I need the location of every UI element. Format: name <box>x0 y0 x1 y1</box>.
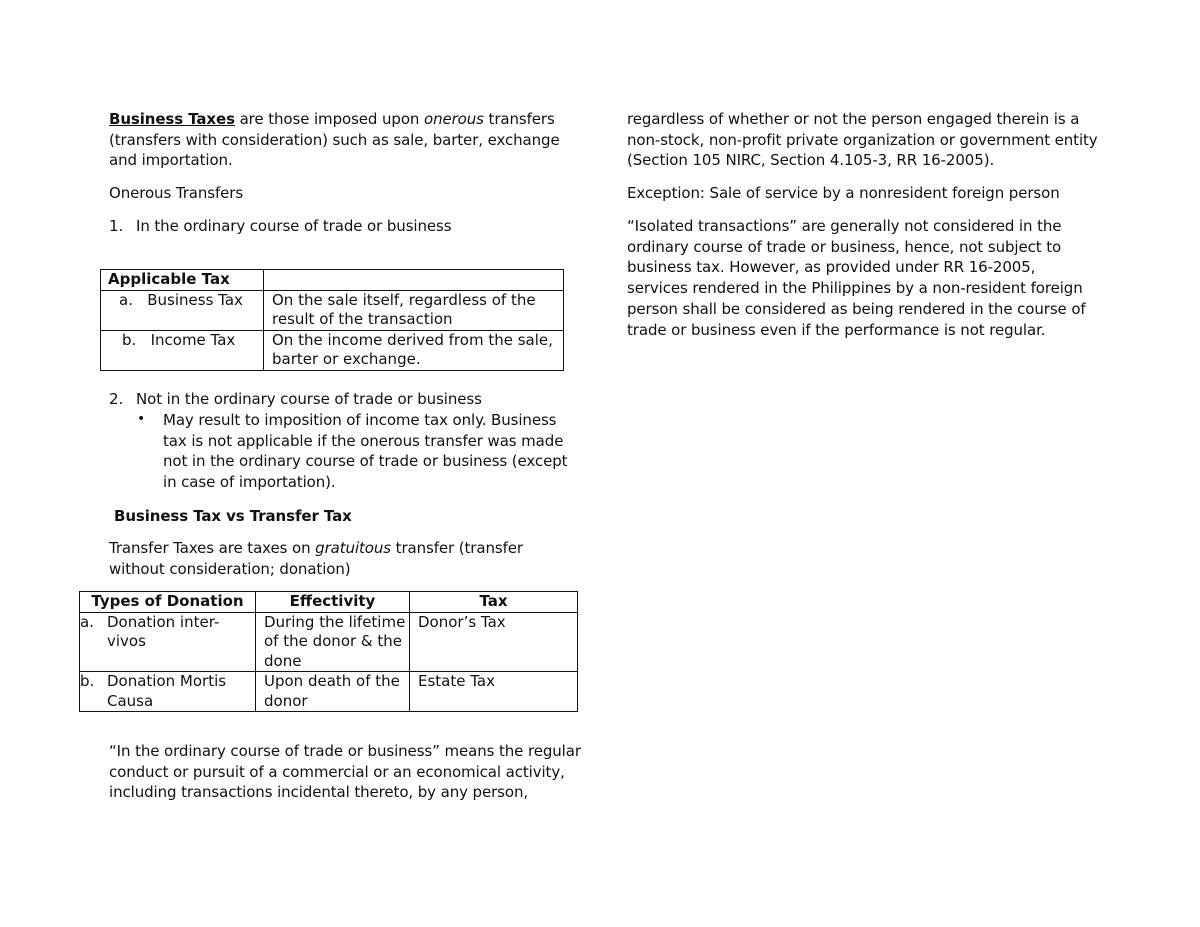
business-taxes-term: Business Taxes <box>109 110 235 128</box>
bullet-paragraph: May result to imposition of income tax only. Business tax is not applicable if the onerous transfer was made not in the ordinary course of trade or business (except in case of importation). <box>163 411 568 492</box>
types-of-donation-header: Types of Donation <box>80 592 256 613</box>
effectivity-header: Effectivity <box>256 592 410 613</box>
donation-type-cell: a. Donation inter- vivos <box>80 612 256 672</box>
tax-cell: Donor’s Tax <box>410 612 578 672</box>
business-tax-label: a. Business Tax <box>101 290 264 330</box>
applicable-tax-header: Applicable Tax <box>101 270 264 291</box>
ordinary-course-paragraph: “In the ordinary course of trade or business” means the regular conduct or pursuit of a commercial or an economical activity, including transactions incidental thereto, by any person, <box>109 742 581 802</box>
isolated-transactions-paragraph: “Isolated transactions” are generally not considered in the ordinary course of trade or business, hence, not subject to business tax. However, as provided under RR 16-2005, services rendered in the Philippines by a non-resident foreign person shall be considered as being rendered in the course of trade or business even if the performance is not regular. <box>627 217 1086 339</box>
right-paragraph-1: regardless of whether or not the person engaged therein is a non-stock, non-profit private organization or government entity (Section 105 NIRC, Section 4.105-3, RR 16-2005). <box>627 110 1098 170</box>
donation-types-table <box>79 591 578 712</box>
tax-cell: Estate Tax <box>410 672 578 712</box>
bullet-icon: • <box>137 411 146 427</box>
table-row <box>80 612 578 672</box>
income-tax-description: On the income derived from the sale, barter or exchange. <box>264 330 564 370</box>
list-item-2-number: 2. <box>109 390 124 408</box>
donation-type-cell: b. Donation Mortis Causa <box>80 672 256 712</box>
onerous-transfers-heading: Onerous Transfers <box>109 184 244 202</box>
tax-header: Tax <box>410 592 578 613</box>
income-tax-label: b. Income Tax <box>101 330 264 370</box>
list-item-1-text: In the ordinary course of trade or business <box>136 217 452 235</box>
effectivity-cell: During the lifetime of the donor & the done <box>256 612 410 672</box>
business-vs-transfer-heading: Business Tax vs Transfer Tax <box>114 507 352 525</box>
effectivity-cell: Upon death of the donor <box>256 672 410 712</box>
exception-line: Exception: Sale of service by a nonresident foreign person <box>627 184 1060 202</box>
table-header-row <box>101 270 564 291</box>
table-row <box>80 672 578 712</box>
list-item-1-number: 1. <box>109 217 124 235</box>
table-row <box>101 330 564 370</box>
list-item-2-text: Not in the ordinary course of trade or business <box>136 390 482 408</box>
business-tax-description: On the sale itself, regardless of the result of the transaction <box>264 290 564 330</box>
transfer-taxes-paragraph: Transfer Taxes are taxes on gratuitous transfer (transfer without consideration; donation) <box>109 539 523 578</box>
applicable-tax-table <box>100 269 564 371</box>
business-taxes-paragraph: Business Taxes are those imposed upon onerous transfers (transfers with consideration) such as sale, barter, exchange and importation. <box>109 110 560 170</box>
table-row <box>101 290 564 330</box>
table-header-row <box>80 592 578 613</box>
